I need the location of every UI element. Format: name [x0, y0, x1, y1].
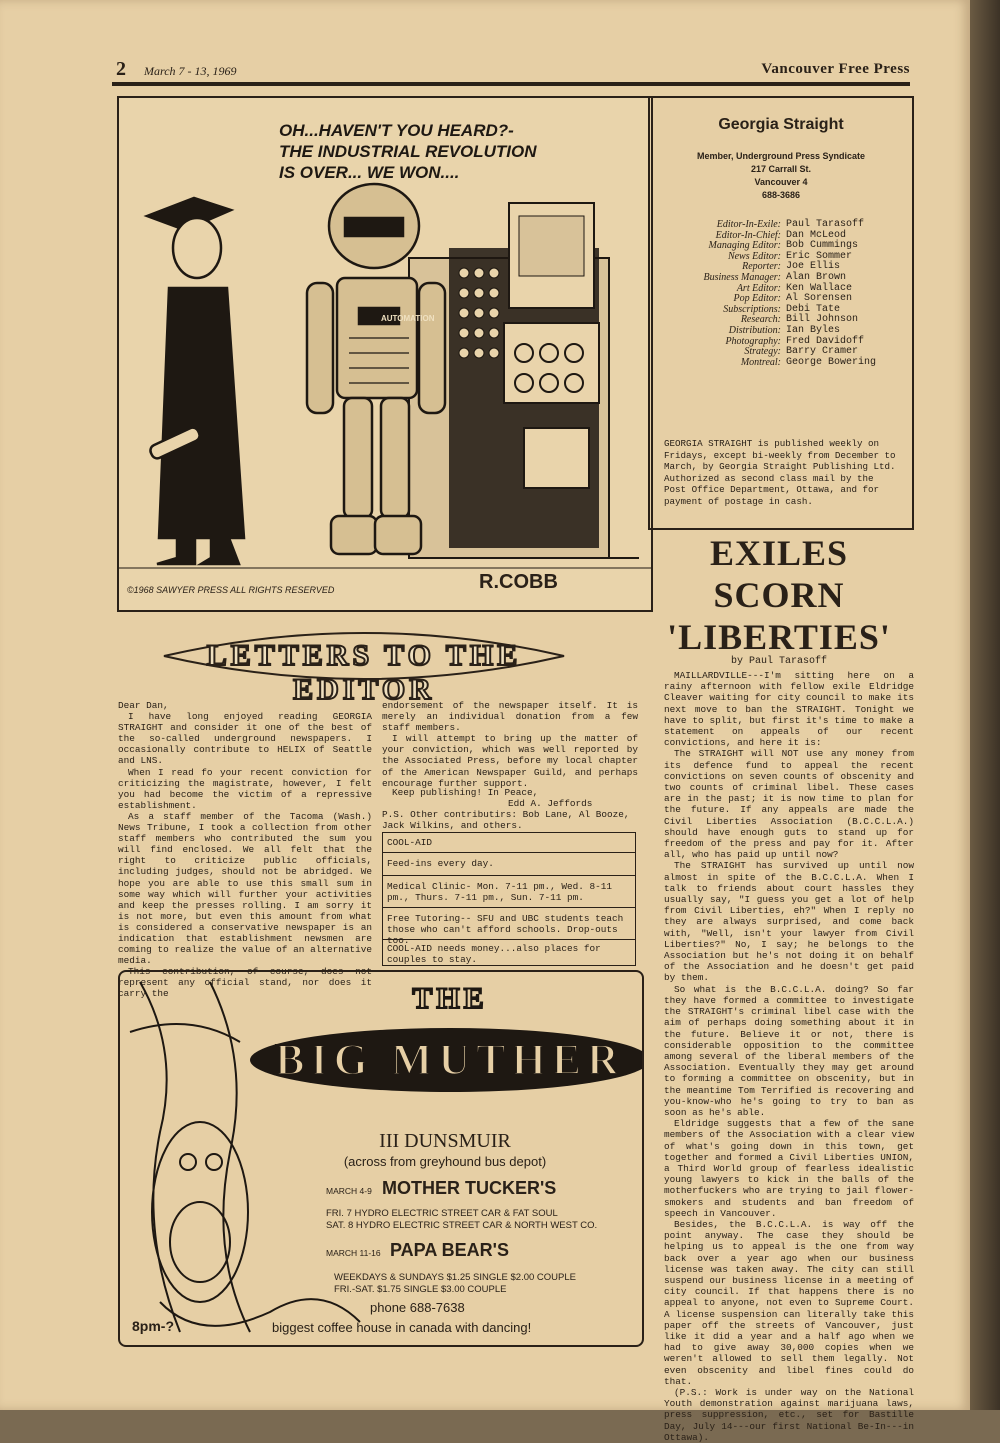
- article-headline: [648, 532, 910, 658]
- big-muther-ad: [118, 970, 644, 1347]
- headline-line: EXILES: [709, 533, 849, 573]
- staff-name: Ken Wallace: [786, 282, 853, 294]
- cartoon-copyright: ©1968 SAWYER PRESS ALL RIGHTS RESERVED: [127, 585, 335, 595]
- staff-role: Pop Editor:: [733, 293, 781, 305]
- coolaid-item: Feed-ins every day.: [387, 858, 494, 869]
- letter-column-1: [118, 700, 372, 1000]
- staff-role: Strategy:: [744, 346, 781, 358]
- staff-role: Editor-In-Chief:: [715, 229, 781, 241]
- address-line: 217 Carrall St.: [750, 164, 812, 174]
- address-line: 688-3686: [761, 190, 801, 200]
- masthead-address: [650, 150, 912, 202]
- ad-dates-1: MARCH 4-9: [326, 1186, 372, 1196]
- paragraph: MAILLARDVILLE---I'm sitting here on a rainy afternoon with fellow exile Eldridge Cleaver waiting for city council to make its next move to ban the STRAIGHT. Tonight we have to split, but first it's time to make a statement on appeals of our recent convictions, and here it is:: [664, 670, 914, 749]
- address-line: Vancouver 4: [754, 177, 808, 187]
- staff-row: [664, 284, 904, 295]
- ad-the: THE: [412, 982, 488, 1015]
- page-header: [112, 60, 910, 86]
- publication-note: GEORGIA STRAIGHT is published weekly on Fridays, except bi-weekly from December to March, by Georgia Straight Publishing Ltd. Authorized as second class mail by the Post Office Department, Ottawa, and for payment of postage in cash.: [664, 438, 896, 507]
- staff-role: Photography:: [725, 335, 781, 347]
- ad-time: 8pm-?: [132, 1318, 174, 1334]
- ad-saturday: SAT. 8 HYDRO ELECTRIC STREET CAR & NORTH WEST CO.: [326, 1220, 598, 1231]
- staff-role: News Editor:: [727, 250, 781, 262]
- ad-dates-2: MARCH 11-16: [326, 1248, 381, 1258]
- caption-line: OH...HAVEN'T YOU HEARD?-: [279, 121, 514, 140]
- staff-role: Montreal:: [740, 356, 781, 368]
- page-number: 2: [116, 58, 126, 80]
- staff-name: Eric Sommer: [786, 250, 853, 262]
- paragraph: The STRAIGHT will NOT use any money from its defence fund to appeal the recent convictions on seven counts of obscenity and two counts of criminal libel. These cases are in the past; it is now time to plan for the future. If any appeals are made the Civil Liberties Association (B.C.C.L.A.) should have enough guts to stand up for freedom of the press and pay for it. After all, who has paid up until now?: [664, 748, 914, 861]
- staff-role: Art Editor:: [736, 282, 781, 294]
- ad-price-2: FRI.-SAT. $1.75 SINGLE $3.00 COUPLE: [334, 1284, 507, 1295]
- coolaid-box: [382, 832, 636, 966]
- staff-row: [664, 358, 904, 369]
- caption-line: THE INDUSTRIAL REVOLUTION: [279, 142, 537, 161]
- coolaid-title: COOL-AID: [387, 837, 433, 848]
- paragraph: Eldridge suggests that a few of the sane members of the Association with a clear view of what's going down in this town, get together and formed a Civil Liberties UNION, a Third World group of fearless idealistic young lawyers to kick in the balls of the motherfuckers who are trying to jail flower-smokers and students and ban freedom of speech in Vancouver.: [664, 1118, 914, 1219]
- staff-row: [664, 220, 904, 231]
- staff-name: Fred Davidoff: [786, 335, 865, 347]
- staff-row: [664, 262, 904, 273]
- ad-friday: FRI. 7 HYDRO ELECTRIC STREET CAR & FAT SOUL: [326, 1208, 558, 1219]
- article-byline: by Paul Tarasoff: [730, 656, 827, 667]
- paragraph: Besides, the B.C.C.L.A. is way off the point anyway. The case they should be helping us to appeal is the one from way back over a year ago when our business license was taken away. The city can still suspend our business license in a meeting of city council. If that happens there is no appeal to anyone, not even to Supreme Court. A license suspension can literally take this paper off the streets of Vancouver, just like it did a year and a half ago when we had to give away 30,000 copies when we weren't allowed to sell them legally. Not even obscenity and libel fines could do that.: [664, 1218, 914, 1387]
- staff-role: Editor-In-Exile:: [716, 219, 781, 230]
- signoff-name: Edd A. Jeffords: [508, 798, 593, 810]
- staff-name: Dan McLeod: [786, 229, 847, 241]
- staff-role: Managing Editor:: [708, 240, 781, 252]
- staff-name: Al Sorensen: [786, 293, 853, 305]
- robot-label: AUTOMATION: [381, 314, 435, 323]
- staff-role: Research:: [740, 314, 781, 326]
- banner-title: LETTERS TO THE EDITOR: [206, 639, 522, 706]
- coolaid-item: Medical Clinic- Mon. 7-11 pm., Wed. 8-11 pm., Thurs. 7-11 pm., Sun. 7-11 pm.: [387, 881, 613, 904]
- ad-subtitle: (across from greyhound bus depot): [343, 1154, 547, 1169]
- masthead-title: Georgia Straight: [718, 116, 844, 133]
- address-line: Member, Underground Press Syndicate: [696, 151, 866, 161]
- staff-name: Bill Johnson: [786, 314, 859, 326]
- paragraph: So what is the B.C.C.L.A. doing? So far they have formed a committee to investigate the STRAIGHT's criminal libel case with the aim of perhaps doing something about it in the future. Believe it or not, there is considerable opposition to the committee among several of the liberal members of the Association. Eventually they may get around to forming a committee on obscenity, but in the meantime Tom Terrified is recovering and you-know-who he's going to try to ban as soon as he's able.: [664, 983, 914, 1118]
- staff-list: [664, 220, 904, 368]
- staff-row: [664, 305, 904, 316]
- staff-row: [664, 315, 904, 326]
- staff-name: Joe Ellis: [786, 261, 841, 273]
- cartoon-caption: [279, 120, 539, 183]
- staff-name: Bob Cummings: [786, 240, 859, 252]
- headline-line: 'LIBERTIES': [667, 617, 891, 657]
- letter-signoff: [382, 787, 638, 831]
- staff-row: [664, 337, 904, 348]
- staff-role: Business Manager:: [703, 271, 781, 283]
- staff-row: [664, 294, 904, 305]
- paragraph: When I read fo your recent conviction for criticizing the magistrate, however, I felt you had become the victim of a repressive establishment.: [118, 766, 372, 811]
- ad-address: III DUNSMUIR: [379, 1130, 511, 1152]
- letters-banner: [158, 620, 570, 706]
- letter-column-2: [382, 700, 638, 789]
- staff-name: George Bowering: [786, 356, 877, 368]
- staff-name: Barry Cramer: [786, 346, 859, 358]
- ad-act-1: MOTHER TUCKER'S: [382, 1178, 557, 1198]
- staff-row: [664, 241, 904, 252]
- signoff-line: Keep publishing! In Peace,: [392, 787, 539, 798]
- caption-line: IS OVER... WE WON....: [279, 163, 460, 182]
- staff-name: Alan Brown: [786, 271, 847, 283]
- paragraph: I will attempt to bring up the matter of your conviction, which was well reported by the Associated Press, before my local chapter of the American Newspaper Guild, and perhaps encourage further support.: [382, 733, 638, 789]
- paragraph: (P.S.: Work is under way on the National Youth demonstration against marijuana laws, press suppression, etc., set for Bastille Day, July 14---our first National Be-In---in Ottawa).: [664, 1387, 914, 1443]
- cartoon-signature: R.COBB: [479, 571, 558, 593]
- coolaid-item: COOL-AID needs money...also places for couples to stay.: [387, 943, 601, 966]
- staff-name: Debi Tate: [786, 303, 841, 315]
- paragraph: Dear Dan,: [118, 700, 169, 711]
- paragraph: endorsement of the newspaper itself. It is merely an individual donation from a few staff members.: [382, 700, 638, 734]
- headline-line: SCORN: [713, 575, 845, 615]
- staff-role: Distribution:: [728, 324, 781, 336]
- editorial-cartoon: [117, 96, 653, 612]
- article-body: [664, 670, 914, 1443]
- paragraph: The STRAIGHT has survived up until now almost in spite of the B.C.C.L.A. When I talk to friends about court hassles they usually say, "I guess you get a lot of help from Civil Liberties, eh?" When I reply no they are always surprised, and come back with, "Well, isn't your lawyer from Civil Liberties?" No, I say; he belongs to the Association but he's not doing it on behalf of the Association and he doesn't get paid by them.: [664, 860, 914, 984]
- ad-phone: phone 688-7638: [370, 1300, 465, 1315]
- paper-name: Vancouver Free Press: [761, 61, 910, 77]
- staff-name: Ian Byles: [786, 324, 841, 336]
- ad-price-1: WEEKDAYS & SUNDAYS $1.25 SINGLE $2.00 COUPLE: [334, 1272, 576, 1283]
- staff-row: [664, 326, 904, 337]
- staff-row: [664, 273, 904, 284]
- ad-title: BIG MUTHER: [275, 1035, 625, 1084]
- masthead-box: [648, 96, 914, 530]
- staff-row: [664, 252, 904, 263]
- coolaid-item: Free Tutoring-- SFU and UBC students teach those who can't afford schools. Drop-outs too.: [387, 913, 624, 947]
- signoff-ps: P.S. Other contributirs: Bob Lane, Al Booze, Jack Wilkins, and others.: [382, 809, 630, 832]
- staff-role: Reporter:: [742, 261, 781, 273]
- paragraph: This contribution, of course, does not represent any official stand, nor does it carry the: [118, 966, 372, 1000]
- staff-row: [664, 231, 904, 242]
- staff-role: Subscriptions:: [723, 303, 781, 315]
- staff-name: Paul Tarasoff: [786, 219, 865, 230]
- binding-gutter: [970, 0, 1000, 1410]
- paragraph: As a staff member of the Tacoma (Wash.) News Tribune, I took a collection from other staff members who contributed the sum you will find enclosed. We all felt that the right to criticize public officials, including judges, should not be abridged. We hope you are able to use this small sum in some way which will further your activities and keep the presses rolling. I am sorry it is not more, but even this amount from what is considered a conservative newspaper is an indication that establishment newsmen are coming to realize the value of an alternative media.: [118, 810, 372, 967]
- ad-tagline: biggest coffee house in canada with dancing!: [272, 1320, 532, 1335]
- ad-act-2: PAPA BEAR'S: [390, 1240, 509, 1260]
- issue-date: March 7 - 13, 1969: [144, 64, 237, 78]
- paragraph: I have long enjoyed reading GEORGIA STRAIGHT and consider it one of the best of the so-called underground newspapers. I occasionally contribute to HELIX of Seattle and LNS.: [118, 711, 372, 767]
